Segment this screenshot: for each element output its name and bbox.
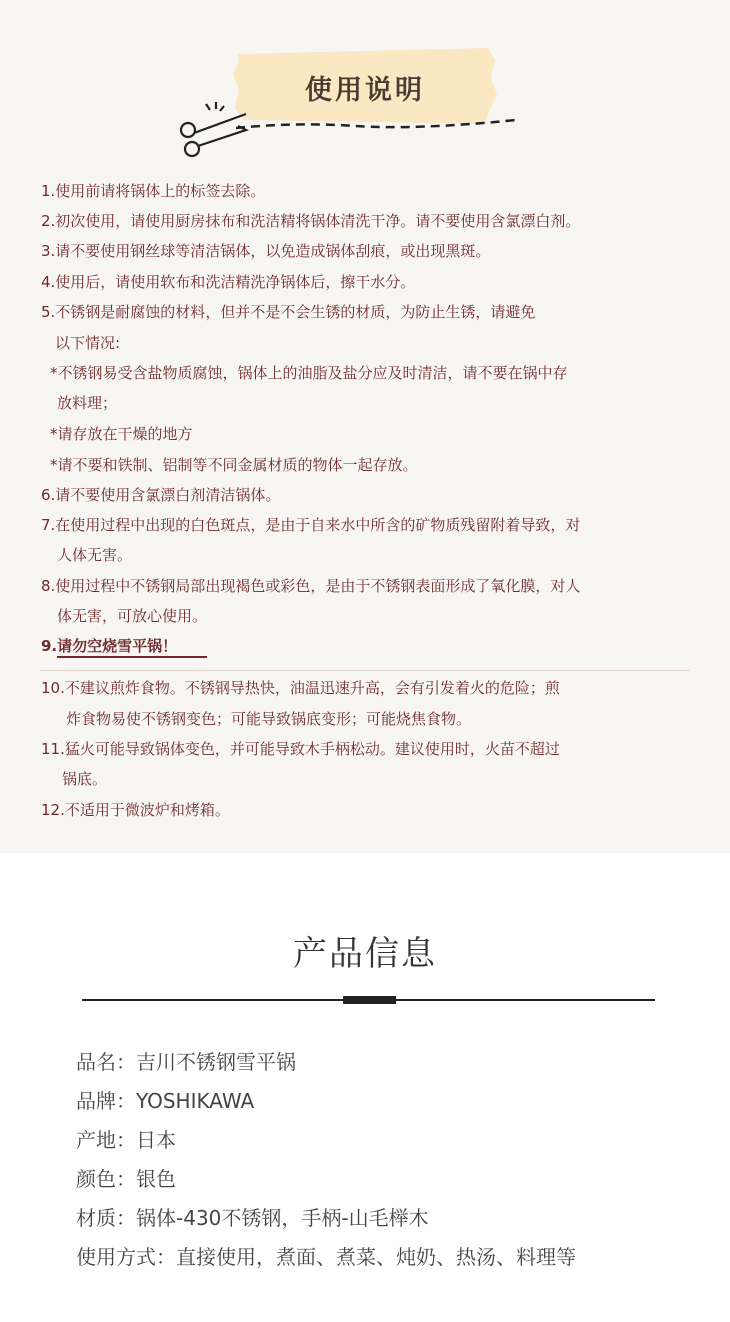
usage-item-8: 8.使用过程中不锈钢局部出现褐色或彩色，是由于不锈钢表面形成了氧化膜，对人 — [41, 577, 581, 595]
info-row-material: 材质：锅体-430不锈钢，手柄-山毛榉木 — [76, 1206, 429, 1230]
usage-subitem-metal: *请不要和铁制、铝制等不同金属材质的物体一起存放。 — [50, 456, 418, 474]
usage-item-2: 2.初次使用，请使用厨房抹布和洗洁精将锅体清洗干净。请不要使用含氯漂白剂。 — [41, 212, 581, 230]
usage-item-11-cont: 锅底。 — [62, 770, 108, 788]
usage-item-4: 4.使用后，请使用软布和洗洁精洗净锅体后，擦干水分。 — [41, 273, 416, 291]
usage-item-6: 6.请不要使用含氯漂白剂清洁锅体。 — [41, 486, 281, 504]
usage-item-1: 1.使用前请将锅体上的标签去除。 — [41, 182, 266, 200]
usage-item-8-cont: 体无害，可放心使用。 — [57, 607, 208, 625]
usage-item-5: 5.不锈钢是耐腐蚀的材料，但并不是不会生锈的材质，为防止生锈，请避免 — [41, 303, 536, 321]
dashed-cut-line — [236, 114, 516, 134]
info-divider-accent — [343, 996, 396, 1004]
usage-item-12: 12.不适用于微波炉和烤箱。 — [41, 801, 230, 819]
usage-title: 使用说明 — [305, 75, 425, 106]
title-tag — [233, 48, 497, 124]
usage-subitem-dry: *请存放在干燥的地方 — [50, 425, 193, 443]
info-row-usage: 使用方式：直接使用，煮面、煮菜、炖奶、热汤、料理等 — [76, 1245, 576, 1269]
usage-item-5-cont: 以下情况: — [55, 334, 121, 352]
info-row-brand: 品牌：YOSHIKAWA — [76, 1089, 255, 1113]
info-row-color: 颜色：银色 — [76, 1167, 176, 1191]
usage-item-7-cont: 人体无害。 — [57, 546, 133, 564]
usage-item-3: 3.请不要使用钢丝球等清洁锅体，以免造成锅体刮痕，或出现黑斑。 — [41, 242, 491, 260]
warning-underline — [57, 656, 207, 658]
usage-item-11: 11.猛火可能导致锅体变色，并可能导致木手柄松动。建议使用时，火苗不超过 — [41, 740, 560, 758]
info-row-name: 品名：吉川不锈钢雪平锅 — [76, 1050, 296, 1074]
info-row-origin: 产地：日本 — [76, 1128, 176, 1152]
usage-item-10: 10.不建议煎炸食物。不锈钢导热快，油温迅速升高，会有引发着火的危险；煎 — [41, 679, 560, 697]
usage-subitem-salt: *不锈钢易受含盐物质腐蚀，锅体上的油脂及盐分应及时清洁，请不要在锅中存 — [50, 364, 568, 382]
usage-subitem-salt-cont: 放料理； — [57, 394, 118, 412]
usage-item-7: 7.在使用过程中出现的白色斑点，是由于自来水中所含的矿物质残留附着导致，对 — [41, 516, 581, 534]
product-info-title: 产品信息 — [293, 934, 437, 974]
usage-item-9-warning: 9.请勿空烧雪平锅！ — [41, 637, 178, 655]
usage-item-10-cont: 炸食物易使不锈钢变色；可能导致锅底变形；可能烧焦食物。 — [66, 710, 472, 728]
separator-line — [40, 670, 690, 671]
